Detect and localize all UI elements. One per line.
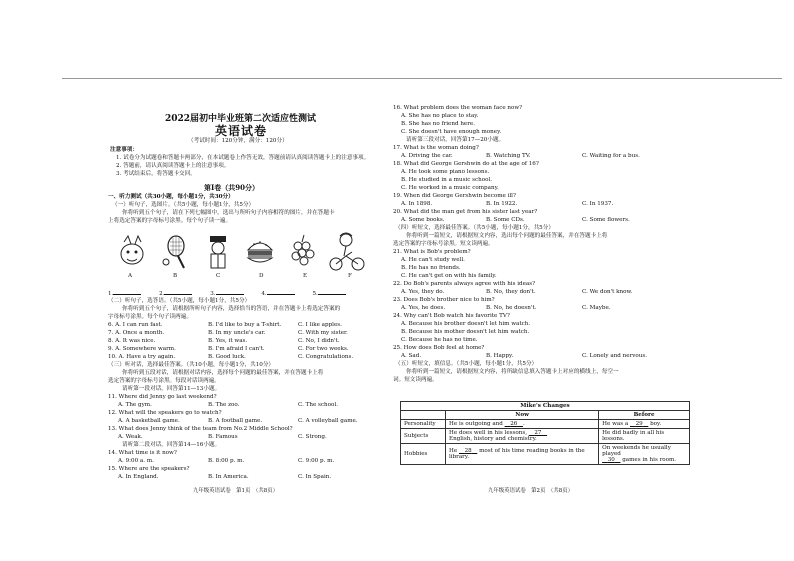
section-heading: 一、听力测试（共30小题，每小题1分，共30分）	[108, 194, 234, 200]
picture-d-icon	[248, 241, 272, 262]
picture-e-icon	[292, 235, 314, 265]
option-c[interactable]: C. Maybe.	[582, 305, 611, 311]
question-13: 13. What does Jenny think of the team from No.2 Middle School?	[108, 426, 293, 432]
question-15: 15. Where are the speakers?	[108, 466, 190, 472]
dialog-intro: 请听第三段对话，回答第17—20小题。	[406, 137, 505, 143]
question-22: 22. Do Bob's parents always agree with his ideas?	[393, 281, 536, 287]
option-c[interactable]: C. In Spain.	[298, 474, 332, 480]
note-item: 1. 试卷分为试题卷和答题卡两部分，在本试题卷上作答无效，答题前请认真阅读答题卡上的注意事项。	[116, 155, 370, 161]
sub-heading: （一）听句子，选图片。（共5小题，每小题1分，共5分）	[112, 202, 255, 208]
question-23: 23. Does Bob's brother nice to him?	[393, 297, 495, 303]
option-c[interactable]: C. Because he has no time.	[401, 337, 478, 343]
picture-f-icon	[330, 233, 364, 270]
cell-now	[446, 444, 599, 465]
instruction: 字母标号涂黑。每个句子读两遍。	[108, 314, 192, 320]
option-c[interactable]: C. Waiting for a bus.	[582, 153, 640, 159]
question-17: 17. What is the woman doing?	[393, 145, 479, 151]
answer-blank[interactable]	[318, 288, 346, 295]
cell-text: boy.	[650, 421, 662, 427]
notes-heading: 注意事项：	[110, 147, 138, 153]
cell-now	[446, 429, 599, 444]
pic-letter-d: D	[259, 273, 264, 279]
pic-letter-c: C	[216, 273, 221, 279]
option-b[interactable]: B. He studied in a music school.	[401, 177, 493, 183]
option-c[interactable]: C. She doesn't have enough money.	[401, 129, 502, 135]
option-c[interactable]: C. Congratulations.	[298, 354, 354, 360]
option-b[interactable]: B. 8:00 p. m.	[208, 458, 245, 464]
option-c[interactable]: C. The school.	[298, 402, 338, 408]
option-a[interactable]: A. 9:00 a. m.	[118, 458, 154, 464]
question-11: 11. Where did Jenny go last weekend?	[108, 394, 217, 400]
option-a[interactable]: A. Because his brother doesn't let him watch.	[401, 321, 531, 327]
table-corner	[401, 411, 446, 420]
pic-letter-b: B	[173, 273, 178, 279]
exam-subtitle: 英语试卷	[215, 124, 268, 138]
sub-heading: （三）听对话，选择最佳答案。（共10小题，每小题1分，共10分）	[108, 362, 275, 368]
option-b[interactable]: B. I'd like to buy a T-shirt.	[208, 322, 282, 328]
option-a[interactable]: A. Yes, they do.	[401, 289, 445, 295]
option-b[interactable]: B. In my uncle's car.	[208, 330, 266, 336]
option-a[interactable]: A. The gym.	[118, 402, 152, 408]
mike-changes-table	[400, 401, 690, 465]
cell-text: On weekends he usually played	[602, 445, 671, 457]
answer-blank[interactable]	[267, 288, 295, 295]
question-19: 19. When did George Gershwin become ill?	[393, 193, 516, 199]
pic-letter-f: F	[348, 273, 352, 279]
option-b[interactable]: B. The zoo.	[208, 402, 240, 408]
option-b[interactable]: B. No, they don't.	[486, 289, 536, 295]
answer-blank-27[interactable]: __27__	[528, 430, 548, 436]
picture-c-icon	[210, 236, 226, 268]
option-c[interactable]: C. He can't get on with his family.	[401, 273, 497, 279]
question-16: 16. What problem does the woman face now?	[393, 105, 523, 111]
question-option-a[interactable]: 10. A. Have a try again.	[108, 354, 176, 360]
answer-blank[interactable]	[164, 288, 192, 295]
col-header-before: Before	[599, 411, 690, 420]
question-18: 18. What did George Gershwin do at the age of 16?	[393, 161, 539, 167]
instruction: 你将听到一篇短文，请根据短文内容，选出每个问题的最佳答案，并在答题卡上将	[406, 233, 608, 239]
cell-text: English, history and chemistry.	[449, 436, 537, 442]
exam-info: （考试时间：120分钟，满分：120分）	[188, 138, 288, 144]
option-c[interactable]: C. I like apples.	[298, 322, 342, 328]
question-option-a[interactable]: 6. A. I can run fast.	[108, 322, 163, 328]
cell-before	[599, 444, 690, 465]
option-b[interactable]: B. He has no friends.	[401, 265, 461, 271]
option-b[interactable]: B. I'm afraid I can't.	[208, 346, 265, 352]
instruction: 选定答案的字母标号涂黑。每段对话读两遍。	[108, 378, 220, 384]
picture-row	[118, 232, 368, 272]
option-a[interactable]: A. In 1898.	[401, 201, 433, 207]
question-12: 12. What will the speakers go to watch?	[108, 410, 222, 416]
question-option-a[interactable]: 7. A. Once a month.	[108, 330, 165, 336]
option-c[interactable]: C. Lonely and nervous.	[582, 353, 648, 359]
row-label: Personality	[401, 420, 446, 429]
option-a[interactable]: A. Some books.	[401, 217, 445, 223]
question-21: 21. What is Bob's problem?	[393, 249, 471, 255]
question-20: 20. What did the man get from his sister last year?	[393, 209, 538, 215]
table-row	[401, 420, 690, 429]
cell-text: He is outgoing and	[449, 421, 503, 427]
option-b[interactable]: B. No, he doesn't.	[486, 305, 537, 311]
cell-text: most of his time reading books in the library.	[449, 448, 585, 460]
option-b[interactable]: B. Some CDs.	[486, 217, 525, 223]
option-c[interactable]: C. We don't know.	[582, 289, 633, 295]
option-b[interactable]: B. Happy.	[486, 353, 514, 359]
note-item: 3. 考试结束后，将答题卡交回。	[116, 171, 196, 177]
option-a[interactable]: A. Driving the car.	[401, 153, 453, 159]
page-footer-left: 九年级英语试卷 第1页 （共8页）	[193, 488, 279, 494]
blank-number: 1.	[108, 291, 114, 297]
row-label: Hobbies	[401, 444, 446, 465]
option-b[interactable]: B. Watching TV.	[486, 153, 531, 159]
option-a[interactable]: A. Weak.	[118, 434, 143, 440]
scan-edge-line	[62, 78, 782, 79]
col-header-now: Now	[446, 411, 599, 420]
option-b[interactable]: B. Because his mother doesn't let him watch.	[401, 329, 530, 335]
blank-number: 4.	[261, 291, 267, 297]
instruction: 你将听到一篇短文，请根据短文内容，将所缺信息填入答题卡上对应的横线上，每空一	[406, 369, 619, 375]
option-a[interactable]: A. She has no place to stay.	[401, 113, 479, 119]
option-b[interactable]: B. In America.	[208, 474, 249, 480]
option-c[interactable]: C. Strong.	[298, 434, 327, 440]
cell-text: He	[449, 448, 458, 454]
option-c[interactable]: C. For two weeks.	[298, 346, 349, 352]
question-25: 25. How does Bob feel at home?	[393, 345, 485, 351]
option-c[interactable]: C. He worked in a music company.	[401, 185, 499, 191]
option-c[interactable]: C. Some flowers.	[582, 217, 630, 223]
sub-heading: （二）听句子，选答语。（共5小题，每小题1分，共5分）	[108, 298, 251, 304]
option-b[interactable]: B. She has no friend here.	[401, 121, 476, 127]
row-label: Subjects	[401, 429, 446, 444]
option-b[interactable]: B. In 1922.	[486, 201, 518, 207]
answer-blank[interactable]	[216, 288, 244, 295]
option-a[interactable]: A. Yes, he does.	[401, 305, 446, 311]
option-a[interactable]: A. Sad.	[401, 353, 422, 359]
picture-a-icon	[121, 236, 143, 264]
blank-number: 2.	[159, 291, 165, 297]
table-title: Mike's Changes	[401, 402, 690, 411]
cell-text: games in his room.	[622, 457, 677, 463]
part-heading: 第Ⅰ卷（共90分）	[204, 183, 260, 192]
note-item: 2. 答题前，请认真阅读答题卡上的注意事项。	[116, 163, 230, 169]
cell-text: .	[522, 421, 525, 427]
exam-title: 2022届初中毕业班第二次适应性测试	[165, 114, 317, 124]
option-b[interactable]: B. Famous	[208, 434, 238, 440]
option-a[interactable]: A. In England.	[118, 474, 159, 480]
instruction: 你将听到五个句子，请根据所听句子内容，选择恰当的答语，并在答题卡上将选定答案的	[122, 306, 341, 312]
option-a[interactable]: A. He can't study well.	[401, 257, 465, 263]
blank-number: 3.	[210, 291, 216, 297]
cell-text: He was a	[602, 421, 629, 427]
option-c[interactable]: C. In 1937.	[582, 201, 614, 207]
answer-blank-30[interactable]: __30__	[602, 457, 621, 463]
cell-before: He did badly in all his lessons.	[599, 429, 690, 444]
option-c[interactable]: C. 9:00 p. m.	[298, 458, 335, 464]
dialog-intro: 请听第一段对话，回答第11—13小题。	[122, 386, 221, 392]
instruction: 上将选定答案的字母标号涂黑。每个句子读一遍。	[108, 218, 232, 224]
answer-blank-26[interactable]: __26__	[504, 421, 523, 427]
pic-letter-a: A	[128, 273, 133, 279]
page-footer-right: 九年级英语试卷 第2页 （共8页）	[488, 488, 574, 494]
dialog-intro: 请听第二段对话，回答第14—16小题。	[122, 442, 221, 448]
option-b[interactable]: B. A football game.	[208, 418, 263, 424]
instruction: 词。短文读两遍。	[393, 377, 438, 383]
option-c[interactable]: C. No, I didn't.	[298, 338, 340, 344]
option-c[interactable]: C. A volleyball game.	[298, 418, 358, 424]
cell-text: He does well in his lessons,	[449, 430, 527, 436]
question-option-a[interactable]: 8. A. It was nice.	[108, 338, 156, 344]
cell-now	[446, 420, 599, 429]
answer-blank-row	[108, 288, 346, 298]
question-option-a[interactable]: 9. A. Somewhere warm.	[108, 346, 176, 352]
sub-heading: （四）听短文，选择最佳答案。（共5小题，每小题1分，共5分）	[395, 225, 554, 231]
question-24: 24. Why can't Bob watch his favorite TV?	[393, 313, 510, 319]
option-b[interactable]: B. Good luck.	[208, 354, 246, 360]
instruction: 你将听到五个句子，请在下列七幅图中，选出与所听句子内容相符的图片，并在答题卡	[122, 210, 335, 216]
question-14: 14. What time is it now?	[108, 450, 177, 456]
option-a[interactable]: A. A basketball game.	[118, 418, 180, 424]
option-c[interactable]: C. With my sister.	[298, 330, 348, 336]
instruction: 选定答案的字母标号涂黑。短文读两遍。	[393, 241, 494, 247]
option-a[interactable]: A. He took some piano lessons.	[401, 169, 490, 175]
option-b[interactable]: B. Yes, it was.	[208, 338, 248, 344]
cell-before	[599, 420, 690, 429]
table-row	[401, 444, 690, 465]
answer-blank-28[interactable]: __28__	[458, 448, 478, 454]
answer-blank[interactable]	[113, 288, 141, 295]
sub-heading: （五）听短文，填信息。（共5小题，每小题1分，共5分）	[395, 361, 538, 367]
blank-number: 5.	[312, 291, 318, 297]
instruction: 你将听到五段对话，请根据对话内容，选择每个问题的最佳答案，并在答题卡上将	[122, 370, 324, 376]
pic-letter-e: E	[303, 273, 308, 279]
picture-b-icon	[163, 236, 184, 268]
table-row	[401, 429, 690, 444]
answer-blank-29[interactable]: __29__	[629, 421, 649, 427]
